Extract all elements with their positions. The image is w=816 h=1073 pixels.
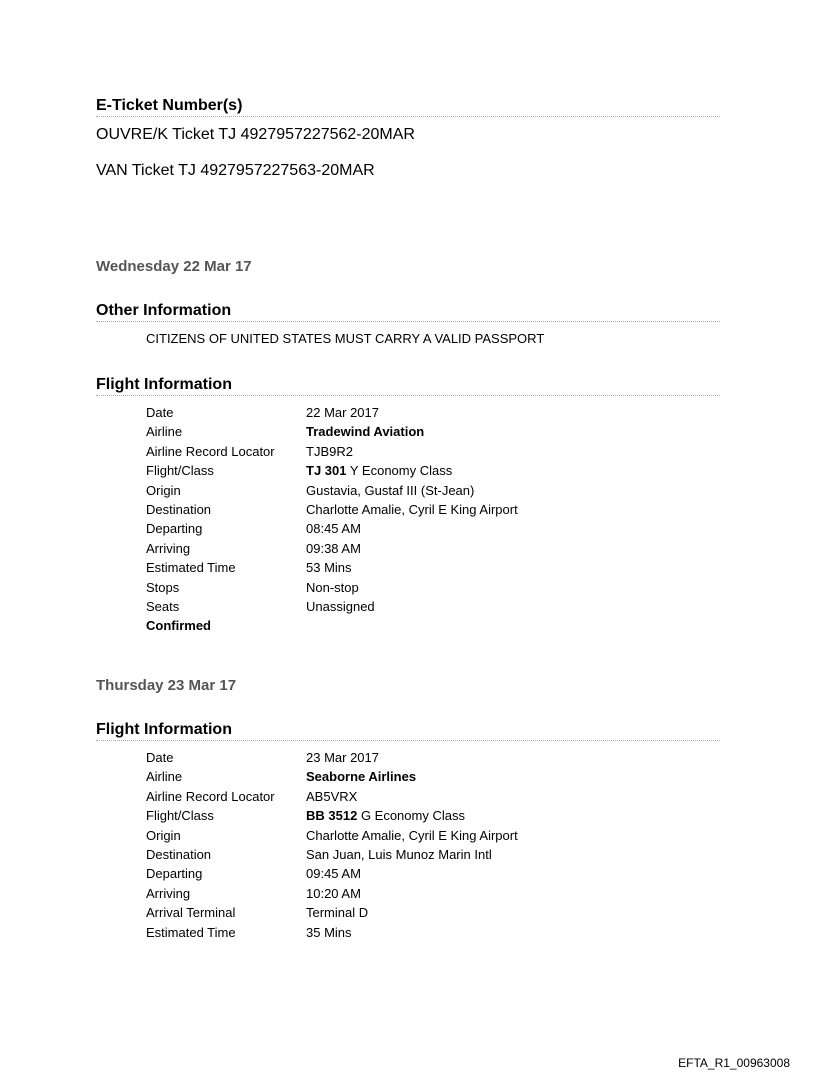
detail-value: 08:45 AM bbox=[306, 521, 361, 537]
detail-row-date bbox=[146, 750, 720, 769]
detail-label: Airline Record Locator bbox=[146, 788, 275, 804]
flight-details-tradewind bbox=[146, 405, 720, 638]
detail-label: Destination bbox=[146, 501, 212, 517]
detail-row-departing bbox=[146, 866, 720, 885]
detail-label: Seats bbox=[146, 598, 180, 614]
detail-label: Estimated Time bbox=[146, 924, 236, 940]
detail-label: Stops bbox=[146, 579, 180, 595]
document-id: EFTA_R1_00963008 bbox=[678, 1056, 790, 1070]
other-information-heading: Other Information bbox=[96, 302, 720, 322]
day-heading-wednesday: Wednesday 22 Mar 17 bbox=[96, 258, 252, 275]
detail-value: Unassigned bbox=[306, 598, 375, 614]
booking-status: Confirmed bbox=[146, 618, 211, 634]
detail-row-destination bbox=[146, 502, 720, 521]
ticket-line: OUVRE/K Ticket TJ 4927957227562-20MAR bbox=[96, 126, 415, 143]
detail-row-origin bbox=[146, 828, 720, 847]
detail-value: 09:38 AM bbox=[306, 540, 361, 556]
detail-value: Charlotte Amalie, Cyril E King Airport bbox=[306, 501, 518, 517]
flight-number: BB 3512 bbox=[306, 808, 358, 824]
detail-row-destination bbox=[146, 847, 720, 866]
detail-row-airline bbox=[146, 769, 720, 788]
detail-label: Flight/Class bbox=[146, 808, 214, 824]
detail-row-origin bbox=[146, 483, 720, 502]
detail-row-record-locator bbox=[146, 789, 720, 808]
detail-row-airline bbox=[146, 424, 720, 443]
detail-value: 09:45 AM bbox=[306, 866, 361, 882]
detail-label: Origin bbox=[146, 827, 181, 843]
detail-row-arriving bbox=[146, 886, 720, 905]
detail-value: 35 Mins bbox=[306, 924, 352, 940]
airline-name: Tradewind Aviation bbox=[306, 424, 425, 440]
detail-label: Arriving bbox=[146, 885, 191, 901]
detail-value: Terminal D bbox=[306, 905, 369, 921]
record-locator: AB5VRX bbox=[306, 788, 358, 804]
detail-row-flight-class bbox=[146, 808, 720, 827]
travel-class: G Economy Class bbox=[360, 808, 465, 824]
detail-value: San Juan, Luis Munoz Marin Intl bbox=[306, 846, 492, 862]
detail-value: 22 Mar 2017 bbox=[306, 405, 379, 420]
detail-label: Departing bbox=[146, 521, 203, 537]
flight-number: TJ 301 bbox=[306, 463, 347, 479]
detail-row-status bbox=[146, 618, 720, 637]
ticket-line: VAN Ticket TJ 4927957227563-20MAR bbox=[96, 162, 375, 179]
flight-details-seaborne bbox=[146, 750, 720, 944]
flight-class-value bbox=[306, 463, 452, 479]
detail-label: Arrival Terminal bbox=[146, 905, 236, 921]
flight-class-value bbox=[306, 808, 465, 824]
detail-label: Arriving bbox=[146, 540, 191, 556]
detail-row-estimated-time bbox=[146, 925, 720, 944]
detail-value: 53 Mins bbox=[306, 560, 352, 576]
detail-row-arrival-terminal bbox=[146, 905, 720, 924]
detail-label: Origin bbox=[146, 482, 181, 498]
flight-information-heading: Flight Information bbox=[96, 376, 720, 396]
detail-label: Estimated Time bbox=[146, 560, 236, 576]
detail-label: Destination bbox=[146, 846, 212, 862]
detail-row-stops bbox=[146, 580, 720, 599]
detail-value: Charlotte Amalie, Cyril E King Airport bbox=[306, 827, 518, 843]
detail-row-departing bbox=[146, 521, 720, 540]
travel-class: Y Economy Class bbox=[349, 463, 453, 479]
detail-value: Non-stop bbox=[306, 579, 359, 595]
day-heading-thursday: Thursday 23 Mar 17 bbox=[96, 677, 237, 694]
flight-information-heading: Flight Information bbox=[96, 721, 720, 741]
detail-label: Airline bbox=[146, 769, 183, 785]
record-locator: TJB9R2 bbox=[306, 443, 353, 459]
detail-label: Airline bbox=[146, 424, 183, 440]
detail-value: 10:20 AM bbox=[306, 885, 361, 901]
detail-value: Gustavia, Gustaf III (St-Jean) bbox=[306, 482, 475, 498]
detail-row-date bbox=[146, 405, 720, 424]
detail-row-arriving bbox=[146, 541, 720, 560]
eticket-heading: E-Ticket Number(s) bbox=[96, 97, 720, 117]
detail-label: Departing bbox=[146, 866, 203, 882]
detail-label: Airline Record Locator bbox=[146, 443, 275, 459]
airline-name: Seaborne Airlines bbox=[306, 769, 417, 785]
detail-label: Date bbox=[146, 405, 174, 420]
detail-value: 23 Mar 2017 bbox=[306, 750, 379, 765]
detail-row-estimated-time bbox=[146, 560, 720, 579]
detail-row-record-locator bbox=[146, 444, 720, 463]
passport-notice: CITIZENS OF UNITED STATES MUST CARRY A VALID PASSPORT bbox=[146, 331, 545, 346]
detail-row-flight-class bbox=[146, 463, 720, 482]
detail-label: Date bbox=[146, 750, 174, 765]
detail-row-seats bbox=[146, 599, 720, 618]
detail-label: Flight/Class bbox=[146, 463, 214, 479]
